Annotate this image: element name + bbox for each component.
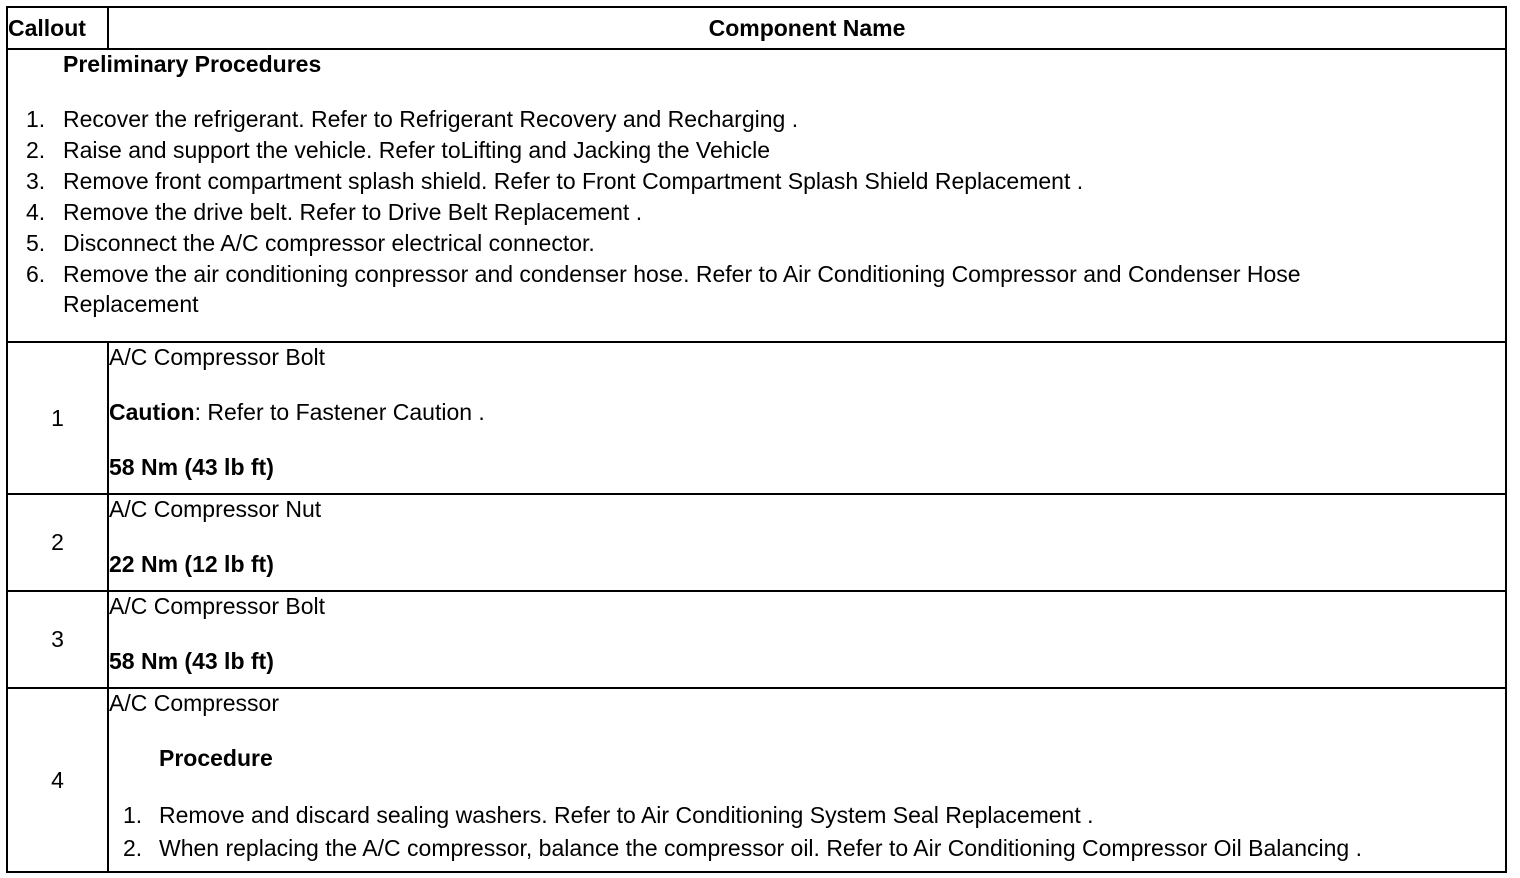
- component-name-header: Component Name: [108, 7, 1506, 49]
- callout-number: 2: [7, 494, 108, 591]
- callout-number: 1: [7, 342, 108, 494]
- list-item: [109, 832, 1505, 865]
- list-item: [8, 197, 1505, 228]
- callout-number: 4: [7, 688, 108, 872]
- component-cell: [108, 591, 1506, 688]
- torque-spec: 22 Nm (12 lb ft): [109, 551, 274, 577]
- caution-text: : Refer to Fastener Caution .: [194, 399, 485, 425]
- step-number: 4.: [26, 199, 46, 225]
- component-cell: [108, 494, 1506, 591]
- component-name: A/C Compressor Bolt: [109, 344, 326, 370]
- step-text: Disconnect the A/C compressor electrical connector.: [63, 230, 595, 256]
- preliminary-steps: [8, 104, 1505, 318]
- caution-label: Caution: [109, 399, 195, 425]
- step-number: 1.: [26, 106, 46, 132]
- callout-header: Callout: [7, 7, 108, 49]
- preliminary-cell: [7, 49, 1506, 342]
- step-number: 6.: [26, 261, 46, 287]
- step-text: Remove and discard sealing washers. Refer to Air Conditioning System Seal Replacement .: [159, 802, 1094, 828]
- preliminary-title: Preliminary Procedures: [63, 51, 322, 77]
- step-text: Remove the drive belt. Refer to Drive Belt Replacement .: [63, 199, 643, 225]
- step-number: 3.: [26, 168, 46, 194]
- component-cell: [108, 688, 1506, 872]
- component-name: A/C Compressor Nut: [109, 496, 322, 522]
- component-cell: [108, 342, 1506, 494]
- step-text: Recover the refrigerant. Refer to Refrigerant Recovery and Recharging .: [63, 106, 799, 132]
- component-name: A/C Compressor Bolt: [109, 593, 326, 619]
- caution-note: [109, 398, 1505, 426]
- list-item: [8, 228, 1505, 259]
- step-number: 2.: [26, 137, 46, 163]
- step-text: Remove front compartment splash shield. Refer to Front Compartment Splash Shield Replacement .: [63, 168, 1084, 194]
- list-item: [8, 135, 1505, 166]
- procedure-title: Procedure: [159, 745, 273, 771]
- list-item: [8, 166, 1505, 197]
- torque-spec: 58 Nm (43 lb ft): [109, 454, 274, 480]
- table-row: [7, 591, 1506, 688]
- component-table: [6, 6, 1507, 873]
- step-text: When replacing the A/C compressor, balance the compressor oil. Refer to Air Conditioning Compressor Oil Balancing .: [159, 835, 1362, 861]
- table-row: [7, 494, 1506, 591]
- list-item: [8, 259, 1505, 318]
- preliminary-row: [7, 49, 1506, 342]
- header-row: [7, 7, 1506, 49]
- step-number: 1.: [123, 802, 143, 828]
- step-number: 5.: [26, 230, 46, 256]
- list-item: [109, 799, 1505, 832]
- table-row: [7, 688, 1506, 872]
- step-number: 2.: [123, 835, 143, 861]
- component-name: A/C Compressor: [109, 690, 279, 716]
- callout-number: 3: [7, 591, 108, 688]
- step-text: Remove the air conditioning conpressor and condenser hose. Refer to Air Conditioning Compressor and Condenser Hose: [63, 261, 1301, 287]
- step-text-continued: Replacement: [63, 291, 199, 317]
- procedure-steps: [109, 799, 1505, 865]
- table-row: [7, 342, 1506, 494]
- torque-spec: 58 Nm (43 lb ft): [109, 648, 274, 674]
- list-item: [8, 104, 1505, 135]
- step-text: Raise and support the vehicle. Refer toLifting and Jacking the Vehicle: [63, 137, 771, 163]
